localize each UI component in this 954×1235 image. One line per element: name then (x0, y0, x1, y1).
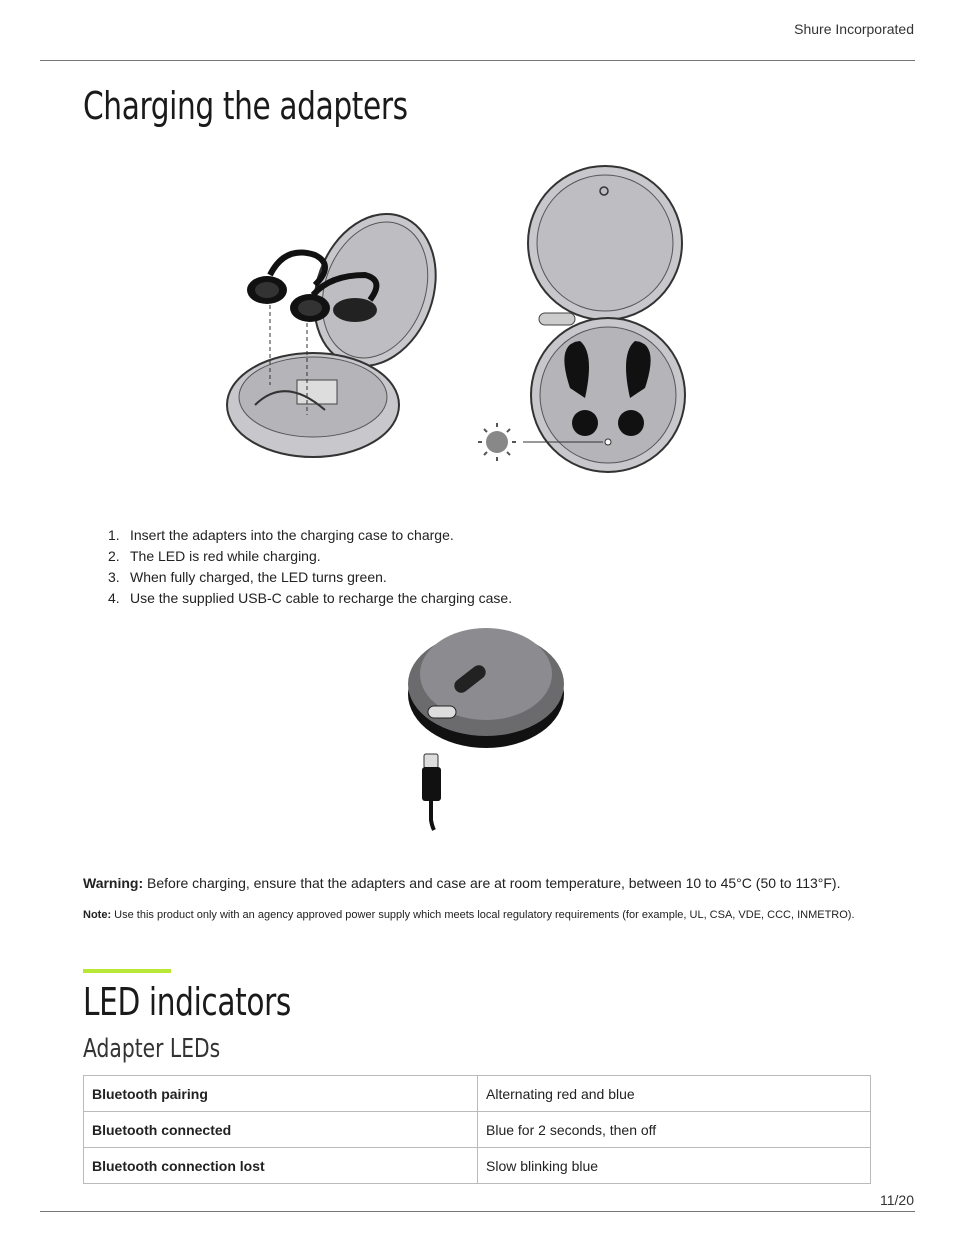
subsection-title-adapter-leds: Adapter LEDs (83, 1034, 221, 1064)
note-label: Note: (83, 909, 112, 921)
list-item: 4. Use the supplied USB-C cable to recharge the charging case. (108, 590, 513, 606)
table-cell-led: Blue for 2 seconds, then off (478, 1112, 871, 1148)
section-accent-bar (83, 969, 171, 973)
warning-label: Warning: (83, 875, 144, 891)
note-text: Note: Use this product only with an agency approved power supply which meets local regulatory requirements (for example, UL, CSA, VDE, CCC, INMETRO). (83, 909, 855, 921)
closed-case-usb-illustration (400, 622, 570, 834)
page-number: 11/20 (880, 1192, 914, 1208)
table-cell-state: Bluetooth pairing (84, 1076, 478, 1112)
table-cell-led: Alternating red and blue (478, 1076, 871, 1112)
list-item: 3. When fully charged, the LED turns green. (108, 569, 387, 585)
table-row (84, 1148, 871, 1184)
adapter-led-table (83, 1075, 871, 1184)
warning-text: Warning: Before charging, ensure that the adapters and case are at room temperature, between 10 to 45°C (50 to 113°F). (83, 875, 841, 891)
list-item: 2. The LED is red while charging. (108, 548, 321, 564)
table-cell-state: Bluetooth connection lost (84, 1148, 478, 1184)
list-item: 1. Insert the adapters into the charging case to charge. (108, 527, 454, 543)
table-row (84, 1112, 871, 1148)
footer-rule (40, 1211, 915, 1212)
charging-steps-list (108, 526, 512, 610)
table-cell-led: Slow blinking blue (478, 1148, 871, 1184)
open-case-illustration (225, 205, 445, 465)
header-company-name: Shure Incorporated (794, 21, 914, 37)
table-cell-state: Bluetooth connected (84, 1112, 478, 1148)
table-row (84, 1076, 871, 1112)
case-top-view-illustration (475, 163, 690, 475)
section-title-led-indicators: LED indicators (83, 980, 291, 1024)
section-title-charging: Charging the adapters (83, 84, 408, 128)
header-rule (40, 60, 915, 61)
